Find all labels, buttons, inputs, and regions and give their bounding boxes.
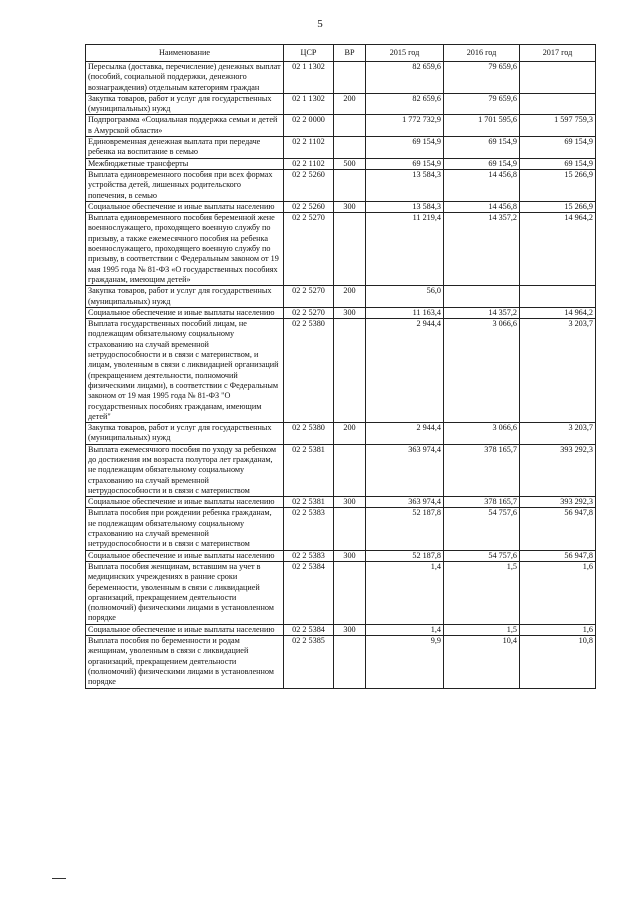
cell-csr: 02 2 5270	[284, 307, 334, 318]
cell-y2015: 52 187,8	[366, 508, 444, 550]
cell-y2017: 1,6	[520, 624, 596, 635]
cell-y2016: 79 659,6	[444, 62, 520, 94]
cell-y2017: 14 964,2	[520, 307, 596, 318]
cell-y2015: 13 584,3	[366, 169, 444, 201]
cell-csr: 02 2 1102	[284, 137, 334, 159]
cell-y2016: 1,5	[444, 624, 520, 635]
table-row	[86, 213, 596, 286]
cell-y2015: 1,4	[366, 561, 444, 624]
cell-y2016: 10,4	[444, 636, 520, 688]
cell-csr: 02 2 5270	[284, 286, 334, 308]
cell-csr: 02 2 5260	[284, 201, 334, 212]
cell-vr	[334, 444, 366, 496]
cell-y2015: 9,9	[366, 636, 444, 688]
table-row	[86, 137, 596, 159]
table-header-row	[86, 45, 596, 62]
cell-y2016: 69 154,9	[444, 158, 520, 169]
cell-y2017	[520, 62, 596, 94]
table-row	[86, 497, 596, 508]
cell-y2017: 393 292,3	[520, 497, 596, 508]
cell-vr	[334, 213, 366, 286]
cell-y2017: 15 266,9	[520, 201, 596, 212]
cell-y2015: 2 944,4	[366, 423, 444, 445]
table-row	[86, 636, 596, 688]
cell-vr	[334, 319, 366, 423]
cell-csr: 02 2 5384	[284, 624, 334, 635]
cell-y2016: 69 154,9	[444, 137, 520, 159]
cell-name: Выплата единовременного пособия при всех формах устройства детей, лишенных родительского попечения, в семью	[86, 169, 284, 201]
budget-table	[85, 44, 596, 689]
cell-csr: 02 2 0000	[284, 115, 334, 137]
cell-vr	[334, 115, 366, 137]
cell-y2016: 14 456,8	[444, 201, 520, 212]
cell-y2016: 14 357,2	[444, 213, 520, 286]
cell-y2016: 79 659,6	[444, 93, 520, 115]
cell-vr	[334, 636, 366, 688]
cell-vr: 200	[334, 93, 366, 115]
cell-vr: 200	[334, 423, 366, 445]
cell-csr: 02 1 1302	[284, 93, 334, 115]
cell-csr: 02 2 5270	[284, 213, 334, 286]
table-row	[86, 444, 596, 496]
cell-y2017	[520, 93, 596, 115]
header-name: Наименование	[86, 45, 284, 62]
cell-csr: 02 2 5383	[284, 508, 334, 550]
cell-name: Выплата пособия при рождении ребенка гражданам, не подлежащим обязательному социальному страхованию на случай временной нетрудоспособности и в связи с материнством	[86, 508, 284, 550]
cell-y2016: 3 066,6	[444, 319, 520, 423]
table-row	[86, 550, 596, 561]
cell-y2017	[520, 286, 596, 308]
table-row	[86, 508, 596, 550]
cell-y2016	[444, 286, 520, 308]
cell-name: Пересылка (доставка, перечисление) денежных выплат (пособий, социальной поддержки, денежного вознаграждения) отдельным категориям граждан	[86, 62, 284, 94]
cell-y2017: 69 154,9	[520, 137, 596, 159]
cell-y2016: 14 456,8	[444, 169, 520, 201]
cell-y2015: 69 154,9	[366, 158, 444, 169]
cell-name: Межбюджетные трансферты	[86, 158, 284, 169]
header-2017: 2017 год	[520, 45, 596, 62]
header-2015: 2015 год	[366, 45, 444, 62]
table-row	[86, 115, 596, 137]
cell-y2016: 54 757,6	[444, 550, 520, 561]
table-row	[86, 93, 596, 115]
cell-vr: 300	[334, 497, 366, 508]
cell-name: Выплата пособия женщинам, вставшим на учет в медицинских учреждениях в ранние сроки беременности, уволенным в связи с ликвидацией организаций, прекращением деятельности (полномочий) физическими лицами в установленном порядке	[86, 561, 284, 624]
cell-y2015: 82 659,6	[366, 93, 444, 115]
cell-y2015: 1 772 732,9	[366, 115, 444, 137]
header-csr: ЦСР	[284, 45, 334, 62]
header-vr: ВР	[334, 45, 366, 62]
cell-vr	[334, 62, 366, 94]
cell-csr: 02 2 5260	[284, 169, 334, 201]
cell-y2015: 11 219,4	[366, 213, 444, 286]
cell-vr: 200	[334, 286, 366, 308]
table-row	[86, 561, 596, 624]
cell-y2015: 13 584,3	[366, 201, 444, 212]
table-row	[86, 158, 596, 169]
cell-y2017: 14 964,2	[520, 213, 596, 286]
cell-vr: 300	[334, 201, 366, 212]
cell-name: Социальное обеспечение и иные выплаты населению	[86, 307, 284, 318]
cell-y2017: 1,6	[520, 561, 596, 624]
cell-y2017: 1 597 759,3	[520, 115, 596, 137]
header-2016: 2016 год	[444, 45, 520, 62]
cell-vr	[334, 561, 366, 624]
cell-vr	[334, 137, 366, 159]
cell-vr: 300	[334, 307, 366, 318]
table-row	[86, 201, 596, 212]
cell-csr: 02 2 5384	[284, 561, 334, 624]
cell-name: Закупка товаров, работ и услуг для государственных (муниципальных) нужд	[86, 93, 284, 115]
table-row	[86, 423, 596, 445]
cell-y2017: 393 292,3	[520, 444, 596, 496]
cell-y2017: 10,8	[520, 636, 596, 688]
cell-csr: 02 2 5383	[284, 550, 334, 561]
cell-y2016: 3 066,6	[444, 423, 520, 445]
cell-name: Выплата государственных пособий лицам, не подлежащим обязательному социальному страхованию на случай временной нетрудоспособности и в связи с материнством, и лицам, уволенным в связи с ликвидацией организаций (прекращением деятельности, полномочий физическими лицами), в соответствии с Федеральным законом от 19 мая 1995 года № 81-ФЗ "О государственных пособиях гражданам, имеющим детей"	[86, 319, 284, 423]
cell-y2015: 52 187,8	[366, 550, 444, 561]
cell-name: Выплата единовременного пособия беременной жене военнослужащего, проходящего военную службу по призыву, а также ежемесячного пособия на ребенка военнослужащего, проходящего военную службу по призыву, в соответствии с Федеральным законом от 19 мая 1995 года № 81-ФЗ «О государственных пособиях гражданам, имеющим детей»	[86, 213, 284, 286]
table-row	[86, 319, 596, 423]
table-row	[86, 62, 596, 94]
cell-y2016: 378 165,7	[444, 444, 520, 496]
cell-y2015: 11 163,4	[366, 307, 444, 318]
cell-y2016: 14 357,2	[444, 307, 520, 318]
cell-name: Закупка товаров, работ и услуг для государственных (муниципальных) нужд	[86, 286, 284, 308]
cell-name: Социальное обеспечение и иные выплаты населению	[86, 624, 284, 635]
table-row	[86, 307, 596, 318]
table-row	[86, 286, 596, 308]
cell-vr	[334, 169, 366, 201]
cell-y2016: 1,5	[444, 561, 520, 624]
cell-csr: 02 2 5380	[284, 319, 334, 423]
page-number: 5	[317, 18, 323, 30]
cell-name: Выплата пособия по беременности и родам женщинам, уволенным в связи с ликвидацией организаций, прекращением деятельности (полномочий) физическими лицами в установленном порядке	[86, 636, 284, 688]
cell-name: Социальное обеспечение и иные выплаты населению	[86, 550, 284, 561]
cell-y2016: 54 757,6	[444, 508, 520, 550]
cell-vr: 300	[334, 624, 366, 635]
cell-y2016: 1 701 595,6	[444, 115, 520, 137]
cell-y2017: 15 266,9	[520, 169, 596, 201]
cell-y2017: 3 203,7	[520, 423, 596, 445]
cell-y2015: 363 974,4	[366, 444, 444, 496]
cell-y2015: 69 154,9	[366, 137, 444, 159]
cell-csr: 02 2 5381	[284, 444, 334, 496]
cell-y2017: 56 947,8	[520, 508, 596, 550]
cell-name: Единовременная денежная выплата при передаче ребенка на воспитание в семью	[86, 137, 284, 159]
table-row	[86, 169, 596, 201]
cell-name: Социальное обеспечение и иные выплаты населению	[86, 497, 284, 508]
cell-name: Закупка товаров, работ и услуг для государственных (муниципальных) нужд	[86, 423, 284, 445]
cell-csr: 02 2 5381	[284, 497, 334, 508]
cell-vr: 500	[334, 158, 366, 169]
cell-y2017: 69 154,9	[520, 158, 596, 169]
table-row	[86, 624, 596, 635]
page-mark	[52, 878, 66, 879]
cell-vr	[334, 508, 366, 550]
cell-y2015: 363 974,4	[366, 497, 444, 508]
cell-name: Выплата ежемесячного пособия по уходу за ребенком до достижения им возраста полутора лет гражданам, не подлежащим обязательному социальному страхованию на случай временной нетрудоспособности и в связи с материнством	[86, 444, 284, 496]
cell-y2016: 378 165,7	[444, 497, 520, 508]
cell-csr: 02 2 1102	[284, 158, 334, 169]
cell-csr: 02 2 5385	[284, 636, 334, 688]
cell-y2017: 56 947,8	[520, 550, 596, 561]
cell-y2015: 1,4	[366, 624, 444, 635]
cell-name: Подпрограмма «Социальная поддержка семьи и детей в Амурской области»	[86, 115, 284, 137]
cell-y2017: 3 203,7	[520, 319, 596, 423]
cell-y2015: 2 944,4	[366, 319, 444, 423]
cell-y2015: 82 659,6	[366, 62, 444, 94]
cell-csr: 02 1 1302	[284, 62, 334, 94]
cell-vr: 300	[334, 550, 366, 561]
cell-csr: 02 2 5380	[284, 423, 334, 445]
cell-y2015: 56,0	[366, 286, 444, 308]
cell-name: Социальное обеспечение и иные выплаты населению	[86, 201, 284, 212]
